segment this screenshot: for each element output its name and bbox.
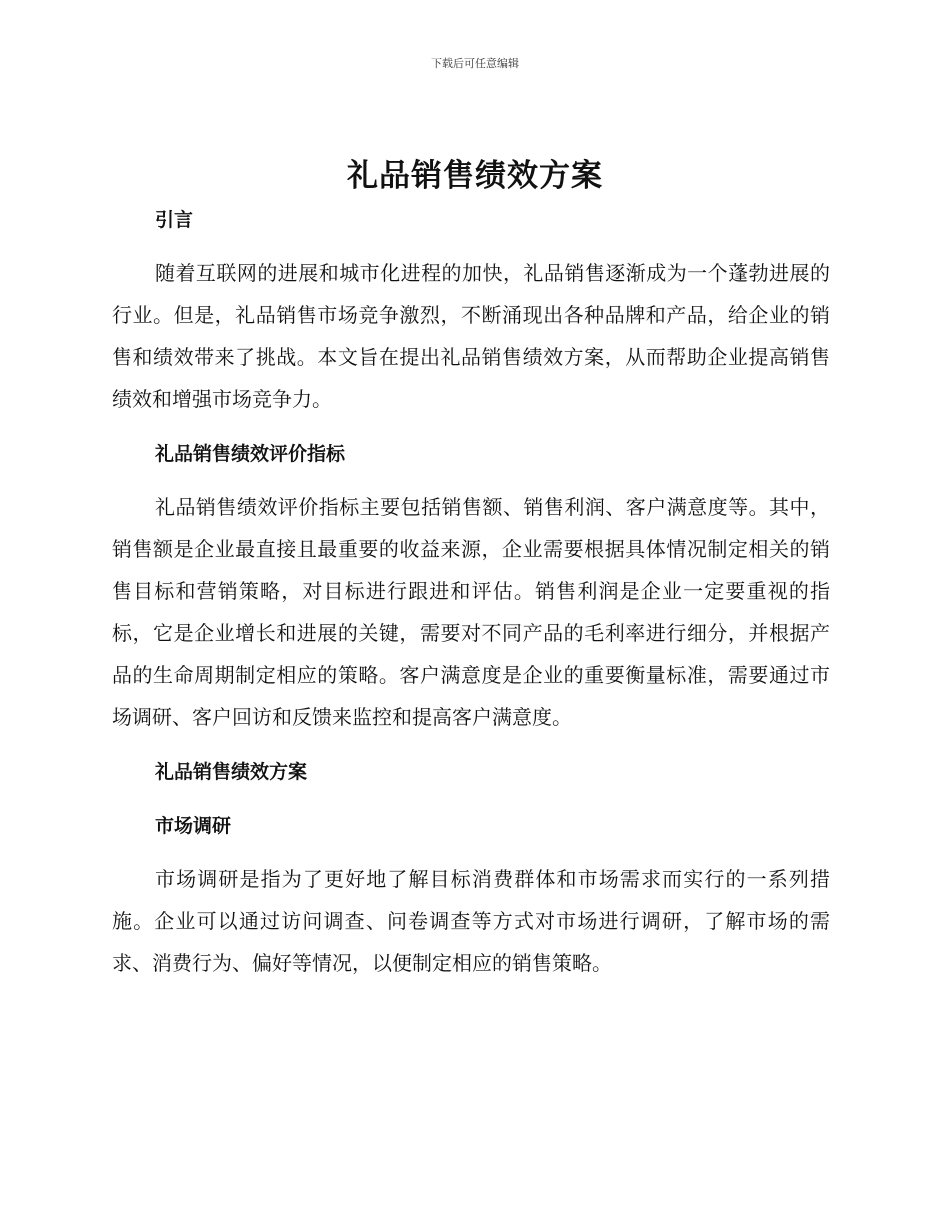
section-heading-market-research: 市场调研 bbox=[155, 815, 232, 837]
document-title: 礼品销售绩效方案 bbox=[347, 158, 603, 194]
section-heading-plan: 礼品销售绩效方案 bbox=[155, 761, 308, 783]
document-body bbox=[112, 200, 830, 984]
section-heading-intro: 引言 bbox=[155, 209, 194, 231]
section-paragraph-metrics: 礼品销售绩效评价指标主要包括销售额、销售利润、客户满意度等。其中，销售额是企业最直接且最重要的收益来源，企业需要根据具体情况制定相关的销售目标和营销策略，对目标进行跟进和评估。销售利润是企业一定要重视的指标，它是企业增长和进展的关键，需要对不同产品的毛利率进行细分，并根据产品的生命周期制定相应的策略。客户满意度是企业的重要衡量标准，需要通过市场调研、客户回访和反馈来监控和提高客户满意度。 bbox=[112, 495, 830, 729]
section-paragraph-intro: 随着互联网的进展和城市化进程的加快，礼品销售逐渐成为一个蓬勃进展的行业。但是，礼品销售市场竞争激烈，不断涌现出各种品牌和产品，给企业的销售和绩效带来了挑战。本文旨在提出礼品销售绩效方案，从而帮助企业提高销售绩效和增强市场竞争力。 bbox=[112, 261, 830, 411]
section-paragraph-market-research: 市场调研是指为了更好地了解目标消费群体和市场需求而实行的一系列措施。企业可以通过访问调查、问卷调查等方式对市场进行调研，了解市场的需求、消费行为、偏好等情况，以便制定相应的销售策略。 bbox=[112, 867, 830, 975]
section-heading-metrics: 礼品销售绩效评价指标 bbox=[155, 443, 346, 465]
header-note: 下载后可任意编辑 bbox=[431, 57, 519, 70]
